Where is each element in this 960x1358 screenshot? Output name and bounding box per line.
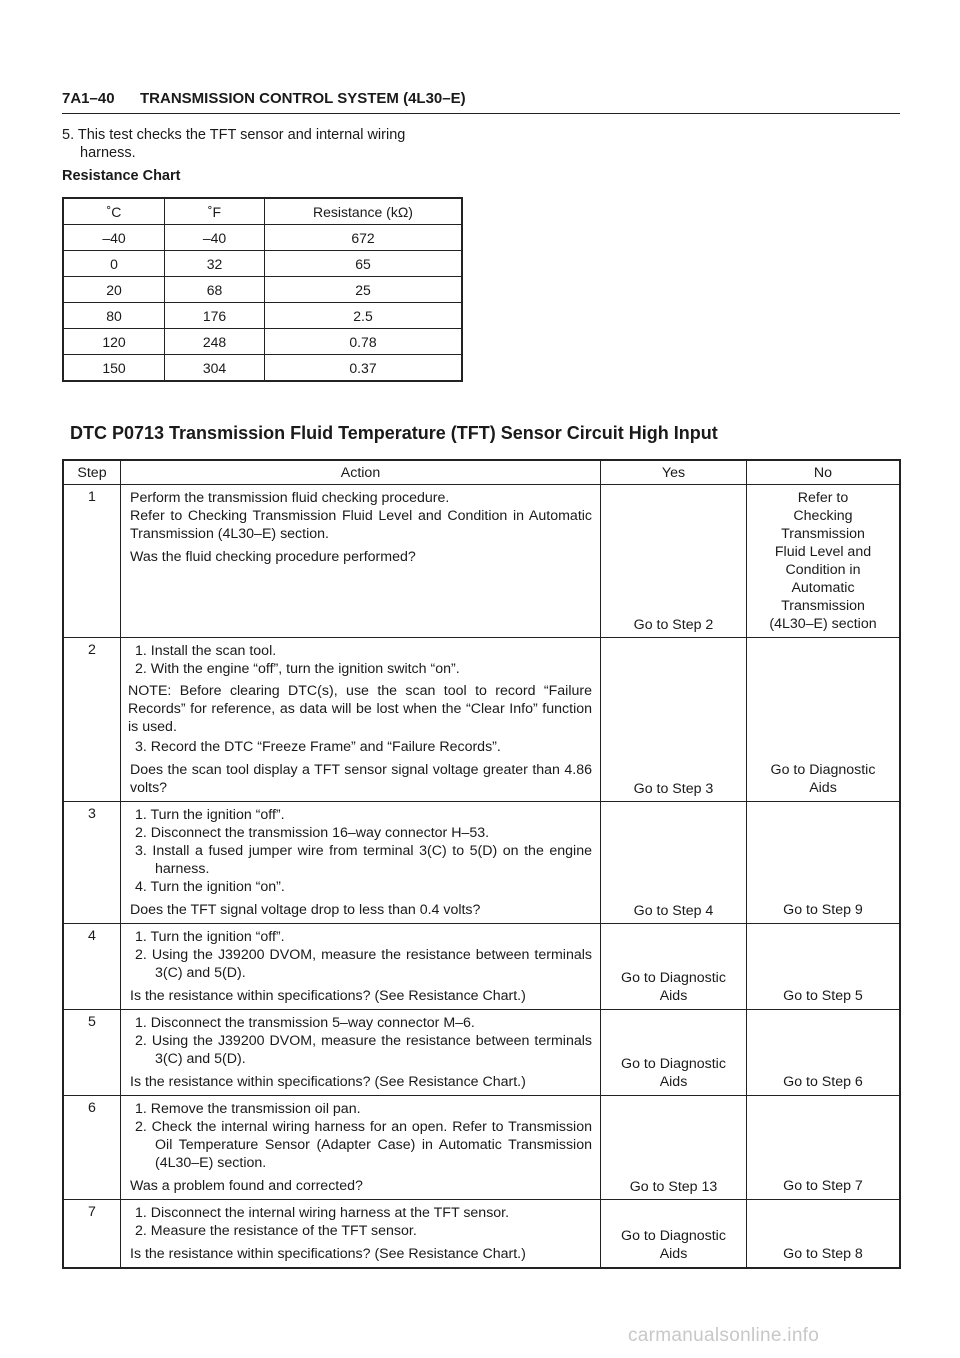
no-line: Go to Step 6	[783, 1074, 863, 1090]
action-question: Was a problem found and corrected?	[130, 1178, 363, 1194]
cell-resistance: 672	[265, 225, 463, 251]
action-item: 2. Using the J39200 DVOM, measure the resistance between terminals 3(C) and 5(D).	[135, 947, 592, 981]
no-line: (4L30–E) section	[769, 616, 877, 632]
step-no	[747, 1010, 901, 1096]
cell-fahrenheit: 248	[165, 329, 265, 355]
action-item: 1. Disconnect the transmission 5–way connector M–6.	[135, 1015, 475, 1031]
step-yes: Go to Step 4	[601, 802, 747, 924]
resistance-row	[63, 329, 462, 355]
cell-fahrenheit: 68	[165, 277, 265, 303]
step-number: 6	[63, 1096, 121, 1200]
action-question: Does the scan tool display a TFT sensor signal voltage greater than 4.86 volts?	[130, 762, 592, 796]
resistance-row	[63, 251, 462, 277]
step-yes	[601, 924, 747, 1010]
action-item: 3. Record the DTC “Freeze Frame” and “Failure Records”.	[135, 739, 501, 755]
action-item: 2. With the engine “off”, turn the ignition switch “on”.	[135, 661, 460, 677]
step-row	[63, 638, 900, 802]
header-resistance: Resistance (kΩ)	[265, 198, 463, 225]
action-list	[130, 642, 592, 678]
cell-celsius: 150	[63, 355, 165, 382]
step-number: 1	[63, 485, 121, 638]
action-note: NOTE: Before clearing DTC(s), use the scan tool to record “Failure Records” for reference, as data will be lost when the “Clear Info” function is used.	[128, 683, 592, 735]
step-row	[63, 1010, 900, 1096]
action-item: 1. Disconnect the internal wiring harness at the TFT sensor.	[135, 1205, 510, 1221]
page-section-title: TRANSMISSION CONTROL SYSTEM (4L30–E)	[140, 90, 466, 107]
action-list	[130, 1100, 592, 1172]
cell-resistance: 0.78	[265, 329, 463, 355]
step-yes: Go to Step 2	[601, 485, 747, 638]
header-action: Action	[121, 460, 601, 485]
step-no	[747, 1096, 901, 1200]
action-item: 2. Measure the resistance of the TFT sensor.	[135, 1223, 417, 1239]
step-number: 4	[63, 924, 121, 1010]
resistance-chart-title: Resistance Chart	[62, 168, 181, 184]
step-action	[121, 638, 601, 802]
header-step: Step	[63, 460, 121, 485]
step-no	[747, 802, 901, 924]
cell-celsius: 0	[63, 251, 165, 277]
action-question: Is the resistance within specifications? (See Resistance Chart.)	[130, 988, 526, 1004]
no-line: Go to Step 5	[783, 988, 863, 1004]
action-item: 2. Check the internal wiring harness for an open. Refer to Transmission Oil Temperature Sensor (Adapter Case) in Automatic Transmission (4L30–E) section.	[135, 1119, 592, 1171]
header-yes: Yes	[601, 460, 747, 485]
action-item: 2. Using the J39200 DVOM, measure the resistance between terminals 3(C) and 5(D).	[135, 1033, 592, 1067]
cell-resistance: 2.5	[265, 303, 463, 329]
step-action	[121, 1096, 601, 1200]
yes-line: Aids	[659, 1246, 688, 1262]
steps-header-row	[63, 460, 900, 485]
action-list	[130, 806, 592, 896]
diagnostic-steps-table	[62, 459, 901, 1269]
step-no	[747, 1200, 901, 1269]
action-item: 1. Turn the ignition “off”.	[135, 929, 285, 945]
action-text: Refer to Checking Transmission Fluid Level and Condition in Automatic Transmission (4L30–E) section.	[130, 508, 592, 542]
cell-fahrenheit: –40	[165, 225, 265, 251]
cell-celsius: 120	[63, 329, 165, 355]
action-list	[130, 1204, 592, 1240]
step-no	[747, 485, 901, 638]
header-no: No	[747, 460, 901, 485]
step-action	[121, 924, 601, 1010]
site-watermark: carmanualsonline.info	[628, 1325, 820, 1346]
action-item: 3. Install a fused jumper wire from terminal 3(C) to 5(D) on the engine harness.	[135, 843, 592, 877]
action-item: 4. Turn the ignition “on”.	[135, 879, 285, 895]
yes-line: Aids	[659, 988, 688, 1004]
yes-line: Go to Diagnostic	[621, 1228, 726, 1244]
cell-celsius: 20	[63, 277, 165, 303]
step-action	[121, 1200, 601, 1269]
action-text: Perform the transmission fluid checking procedure.	[130, 490, 450, 506]
action-item: 1. Remove the transmission oil pan.	[135, 1101, 361, 1117]
no-line: Transmission	[781, 598, 865, 614]
cell-celsius: 80	[63, 303, 165, 329]
step-action	[121, 1010, 601, 1096]
action-question: Is the resistance within specifications? (See Resistance Chart.)	[130, 1246, 526, 1262]
cell-resistance: 0.37	[265, 355, 463, 382]
step-number: 3	[63, 802, 121, 924]
resistance-row	[63, 277, 462, 303]
step-number: 5	[63, 1010, 121, 1096]
no-line: Go to Step 8	[783, 1246, 863, 1262]
step-yes	[601, 1010, 747, 1096]
no-line: Go to Diagnostic	[770, 762, 876, 778]
resistance-row	[63, 355, 462, 382]
yes-line: Aids	[659, 1074, 688, 1090]
header-rule	[62, 113, 900, 114]
header-fahrenheit: ˚F	[165, 198, 265, 225]
step-row	[63, 1096, 900, 1200]
action-question: Does the TFT signal voltage drop to less than 0.4 volts?	[130, 902, 481, 918]
no-line: Condition in	[785, 562, 861, 578]
no-line: Fluid Level and	[774, 544, 872, 560]
no-line: Go to Step 9	[783, 902, 863, 918]
step-action	[121, 485, 601, 638]
step-number: 7	[63, 1200, 121, 1269]
no-line: Go to Step 7	[783, 1178, 863, 1194]
resistance-row	[63, 225, 462, 251]
dtc-title: DTC P0713 Transmission Fluid Temperature (TFT) Sensor Circuit High Input	[70, 423, 718, 443]
action-item: 1. Install the scan tool.	[135, 643, 277, 659]
step-number: 2	[63, 638, 121, 802]
step-yes	[601, 1200, 747, 1269]
step-row	[63, 802, 900, 924]
cell-fahrenheit: 304	[165, 355, 265, 382]
page-header	[62, 90, 466, 107]
step-no	[747, 924, 901, 1010]
no-line: Automatic	[791, 580, 855, 596]
cell-resistance: 65	[265, 251, 463, 277]
step-no	[747, 638, 901, 802]
header-celsius: ˚C	[63, 198, 165, 225]
intro-line-1: 5. This test checks the TFT sensor and internal wiring	[62, 127, 406, 143]
no-line: Transmission	[781, 526, 865, 542]
cell-fahrenheit: 176	[165, 303, 265, 329]
cell-resistance: 25	[265, 277, 463, 303]
action-question: Is the resistance within specifications? (See Resistance Chart.)	[130, 1074, 526, 1090]
step-action	[121, 802, 601, 924]
action-list	[130, 1014, 592, 1068]
action-list	[130, 928, 592, 982]
yes-line: Go to Diagnostic	[621, 1056, 726, 1072]
action-item: 1. Turn the ignition “off”.	[135, 807, 285, 823]
action-item: 2. Disconnect the transmission 16–way connector H–53.	[135, 825, 490, 841]
no-line: Checking	[793, 508, 853, 524]
step-row	[63, 924, 900, 1010]
no-line: Aids	[809, 780, 837, 796]
yes-line: Go to Diagnostic	[621, 970, 726, 986]
step-yes: Go to Step 3	[601, 638, 747, 802]
resistance-chart-table	[62, 197, 463, 382]
no-line: Refer to	[797, 490, 849, 506]
resistance-chart-header-row	[63, 198, 462, 225]
step-row	[63, 485, 900, 638]
cell-celsius: –40	[63, 225, 165, 251]
step-row	[63, 1200, 900, 1269]
resistance-row	[63, 303, 462, 329]
step-yes: Go to Step 13	[601, 1096, 747, 1200]
intro-text	[62, 126, 462, 162]
action-question: Was the fluid checking procedure performed?	[130, 549, 416, 565]
page-code: 7A1–40	[62, 90, 115, 107]
action-list	[130, 738, 592, 756]
cell-fahrenheit: 32	[165, 251, 265, 277]
intro-line-2: harness.	[80, 145, 136, 161]
